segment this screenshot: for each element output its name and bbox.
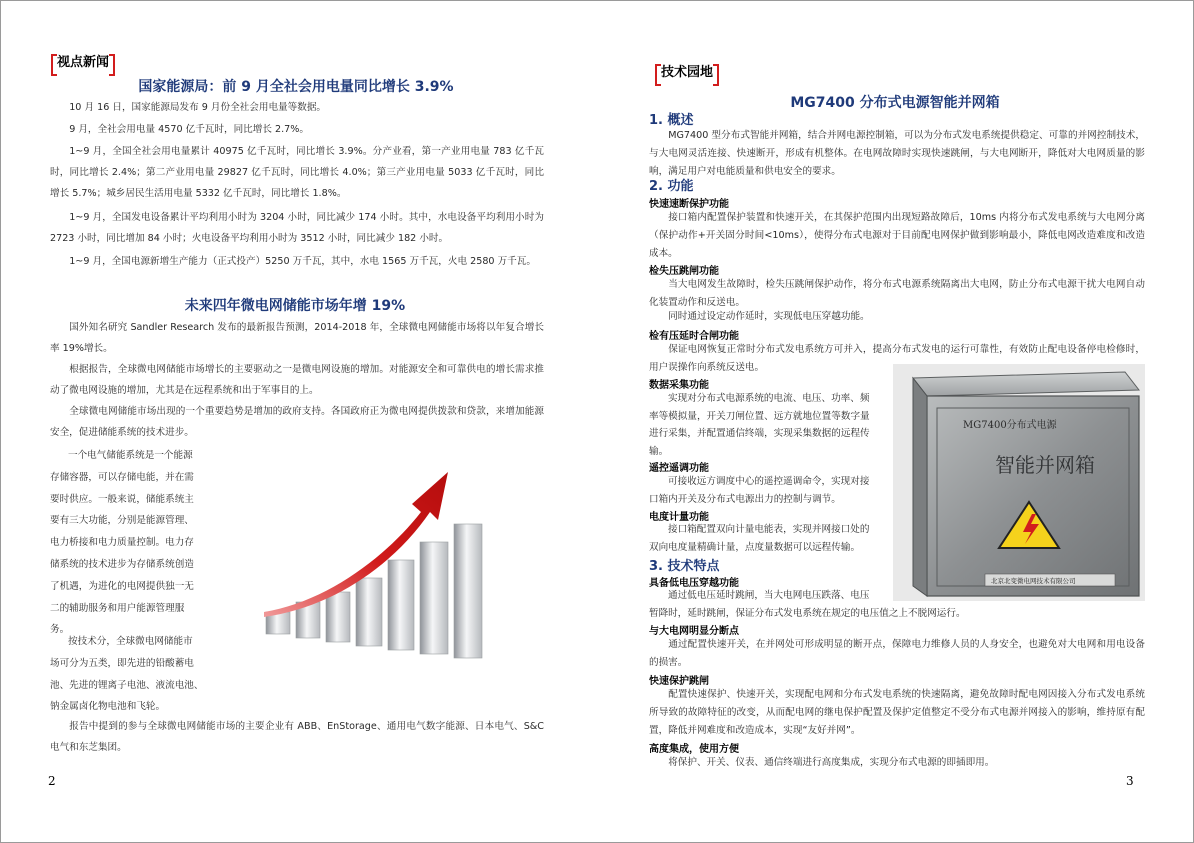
wrap-line: 电力桥接和电力质量控制。电力存 xyxy=(50,537,194,549)
tech-1-heading: 具备低电压穿越功能 xyxy=(649,578,739,589)
article2-para-3: 全球微电网储能市场出现的一个重要趋势是增加的政府支持。各国政府正为微电网提供拨款和贷款，来增加能源安全，促进储能系统的技术进步。 xyxy=(50,406,544,438)
tech-4-heading: 高度集成，使用方便 xyxy=(649,744,739,755)
tech-3-text: 配置快速保护、快速开关，实现配电网和分布式发电系统的快速隔离，避免故障时配电网因接入分布式发电系统所导致的故障特征的改变，从而配电网的继电保护配置及保护定值整定不受分布式电源并网接入的影响，维持原有配置，降低并网难度和改造成本，实现“友好并网”。 xyxy=(649,689,1145,736)
function-6-text xyxy=(649,521,889,556)
function-5-text xyxy=(649,473,889,508)
text-line: 暂降时，延时跳闸，保证分布式发电系统在规定的电压值之上不脱网运行。 xyxy=(649,607,966,619)
cabinet-label-main: 智能并网箱 xyxy=(995,453,1095,477)
article1-para-4: 1~9 月，全国发电设备累计平均利用小时为 3204 小时，同比减少 174 小时。其中，水电设备平均利用小时为 2723 小时，同比增加 84 小时；火电设备平均利用小时为 3512 小时，同比减少 182 小时。 xyxy=(50,212,544,244)
article2-closing: 报告中提到的参与全球微电网储能市场的主要企业有 ABB、EnStorage、通用电气数字能源、日本电气、S&C 电气和东芝集团。 xyxy=(50,721,544,753)
text-line: 输。 xyxy=(649,445,669,457)
wrap-line: 一个电气储能系统是一个能源 xyxy=(68,450,193,461)
function-6-heading: 电度计量功能 xyxy=(649,512,709,523)
tech-heading: 3. 技术特点 xyxy=(649,559,720,574)
wrap-line: 储系统的技术进步为存储系统创造 xyxy=(50,558,194,570)
function-2-heading: 检失压跳闸功能 xyxy=(649,266,719,277)
wrap-line: 存储容器，可以存储电能，并在需 xyxy=(50,471,194,483)
wrap-line: 池、先进的锂离子电池、液流电池、 xyxy=(50,679,204,691)
function-4-text xyxy=(649,390,889,460)
wrap-line: 了机遇，为进化的电网提供独一无 xyxy=(50,580,194,592)
function-1-heading: 快速速断保护功能 xyxy=(649,199,729,210)
cabinet-label-bottom: 北京北变微电网技术有限公司 xyxy=(991,577,1076,585)
overview-heading: 1. 概述 xyxy=(649,113,694,128)
text-line: 通过低电压延时跳闸，当大电网电压跌落、电压 xyxy=(668,590,870,601)
article1-para-2: 9 月，全社会用电量 4570 亿千瓦时，同比增长 2.7%。 xyxy=(69,124,309,135)
article1-para-3: 1~9 月，全国全社会用电量累计 40975 亿千瓦时，同比增长 3.9%。分产业看，第一产业用电量 783 亿千瓦时，同比增长 2.4%；第二产业用电量 29827 亿千瓦时，同比增长 4.0%；第三产业用电量 5033 亿千瓦时，同比增长 5.7%；城乡居民生活用电量 5332 亿千瓦时，同比增长 1.8%。 xyxy=(50,146,544,199)
bars xyxy=(266,524,482,658)
function-4-heading: 数据采集功能 xyxy=(649,380,709,391)
growth-arrow-bar-illustration xyxy=(216,442,496,688)
function-3-heading: 检有压延时合闸功能 xyxy=(649,331,739,342)
article2-para-1: 国外知名研究 Sandler Research 发布的最新报告预测，2014-2018 年，全球微电网储能市场将以年复合增长率 19%增长。 xyxy=(50,322,544,354)
article2-wrap-block-1 xyxy=(50,445,215,641)
page-number-left: 2 xyxy=(48,774,56,788)
article1-para-1: 10 月 16 日，国家能源局发布 9 月份全社会用电量等数据。 xyxy=(69,102,327,113)
article1-para-5: 1~9 月，全国电源新增生产能力（正式投产）5250 万千瓦，其中，水电 1565 万千瓦，火电 2580 万千瓦。 xyxy=(69,256,536,267)
text-line: 接口箱配置双向计量电能表，实现并网接口处的 xyxy=(668,524,870,535)
function-2-text: 当大电网发生故障时，检失压跳闸保护动作，将分布式电源系统隔离出大电网，防止分布式电源干扰大电网自动化装置动作和反送电。 xyxy=(649,279,1145,308)
function-heading: 2. 功能 xyxy=(649,179,694,194)
function-2-text-b: 同时通过设定动作延时，实现低电压穿越功能。 xyxy=(668,311,870,322)
text-line: 口箱内开关及分布式电源出力的控制与调节。 xyxy=(649,493,841,505)
product-title: MG7400 分布式电源智能并网箱 xyxy=(790,95,1000,111)
tech-3-heading: 快速保护跳闸 xyxy=(649,676,709,687)
wrap-line: 场可分为五类，即先进的铅酸蓄电 xyxy=(50,657,194,669)
article2-title: 未来四年微电网储能市场年增 19% xyxy=(184,298,406,314)
wrap-line: 钠金属卤化物电池和飞轮。 xyxy=(50,701,166,713)
function-3-text: 保证电网恢复正常时分布式发电系统方可并入，提高分布式发电的运行可靠性，有效防止配电设备停电检修时，用户误操作向系统反送电。 xyxy=(649,344,1145,373)
wrap-line: 按技术分，全球微电网储能市 xyxy=(68,636,193,647)
text-line: 进行采集，并配置通信终端，实现采集数据的远程传 xyxy=(649,428,870,439)
page-number-right: 3 xyxy=(1126,774,1134,788)
section-tag-tech: 技术园地 xyxy=(657,64,717,82)
article2-wrap-block-2 xyxy=(50,631,215,718)
text-line: 双向电度量精确计量，点度量数据可以远程传输。 xyxy=(649,541,861,553)
wrap-line: 务。 xyxy=(50,624,70,636)
function-5-heading: 遥控遥调功能 xyxy=(649,463,709,474)
text-line: 率等模拟量，开关刀闸位置、远方就地位置等数字量 xyxy=(649,410,870,422)
cabinet-label-top: MG7400分布式电源 xyxy=(963,420,1057,431)
wrap-line: 二的辅助服务和用户能源管理服 xyxy=(50,602,185,614)
tech-4-text: 将保护、开关、仪表、通信终端进行高度集成，实现分布式电源的即插即用。 xyxy=(668,757,995,768)
section-tag-news: 视点新闻 xyxy=(53,54,113,72)
grid-tie-cabinet-photo xyxy=(893,364,1145,601)
tech-2-heading: 与大电网明显分断点 xyxy=(649,626,739,637)
overview-text: MG7400 型分布式智能并网箱，结合并网电源控制箱，可以为分布式发电系统提供稳定、可靠的并网控制技术，与大电网灵活连接、快速断开，形成有机整体。在电网故障时实现快速跳闸，与大电网断开，降低对大电网质量的影响，满足用户对电能质量和供电安全的要求。 xyxy=(649,130,1145,177)
article1-title: 国家能源局：前 9 月全社会用电量同比增长 3.9% xyxy=(138,79,454,95)
tech-2-text: 通过配置快速开关，在并网处可形成明显的断开点，保障电力维修人员的人身安全，也避免对大电网和用电设备的损害。 xyxy=(649,639,1145,668)
function-1-text: 接口箱内配置保护装置和快速开关，在其保护范围内出现短路故障后，10ms 内将分布式发电系统与大电网分离（保护动作+开关固分时间<10ms），使得分布式电源对于目前配电网保护做到影响最小，降低电网改造难度和改造成本。 xyxy=(649,212,1145,259)
text-line: 可接收远方调度中心的遥控遥调命令，实现对接 xyxy=(668,476,870,487)
text-line: 实现对分布式电源系统的电流、电压、功率、频 xyxy=(668,393,870,404)
wrap-line: 要有三大功能，分别是能源管理、 xyxy=(50,515,194,527)
article2-para-2: 根据报告，全球微电网储能市场增长的主要驱动之一是微电网设施的增加。对能源安全和可靠供电的增长需求推动了微电网设施的增加，尤其是在远程系统和出于军事目的上。 xyxy=(50,364,544,396)
wrap-line: 要时供应。一般来说，储能系统主 xyxy=(50,493,194,505)
